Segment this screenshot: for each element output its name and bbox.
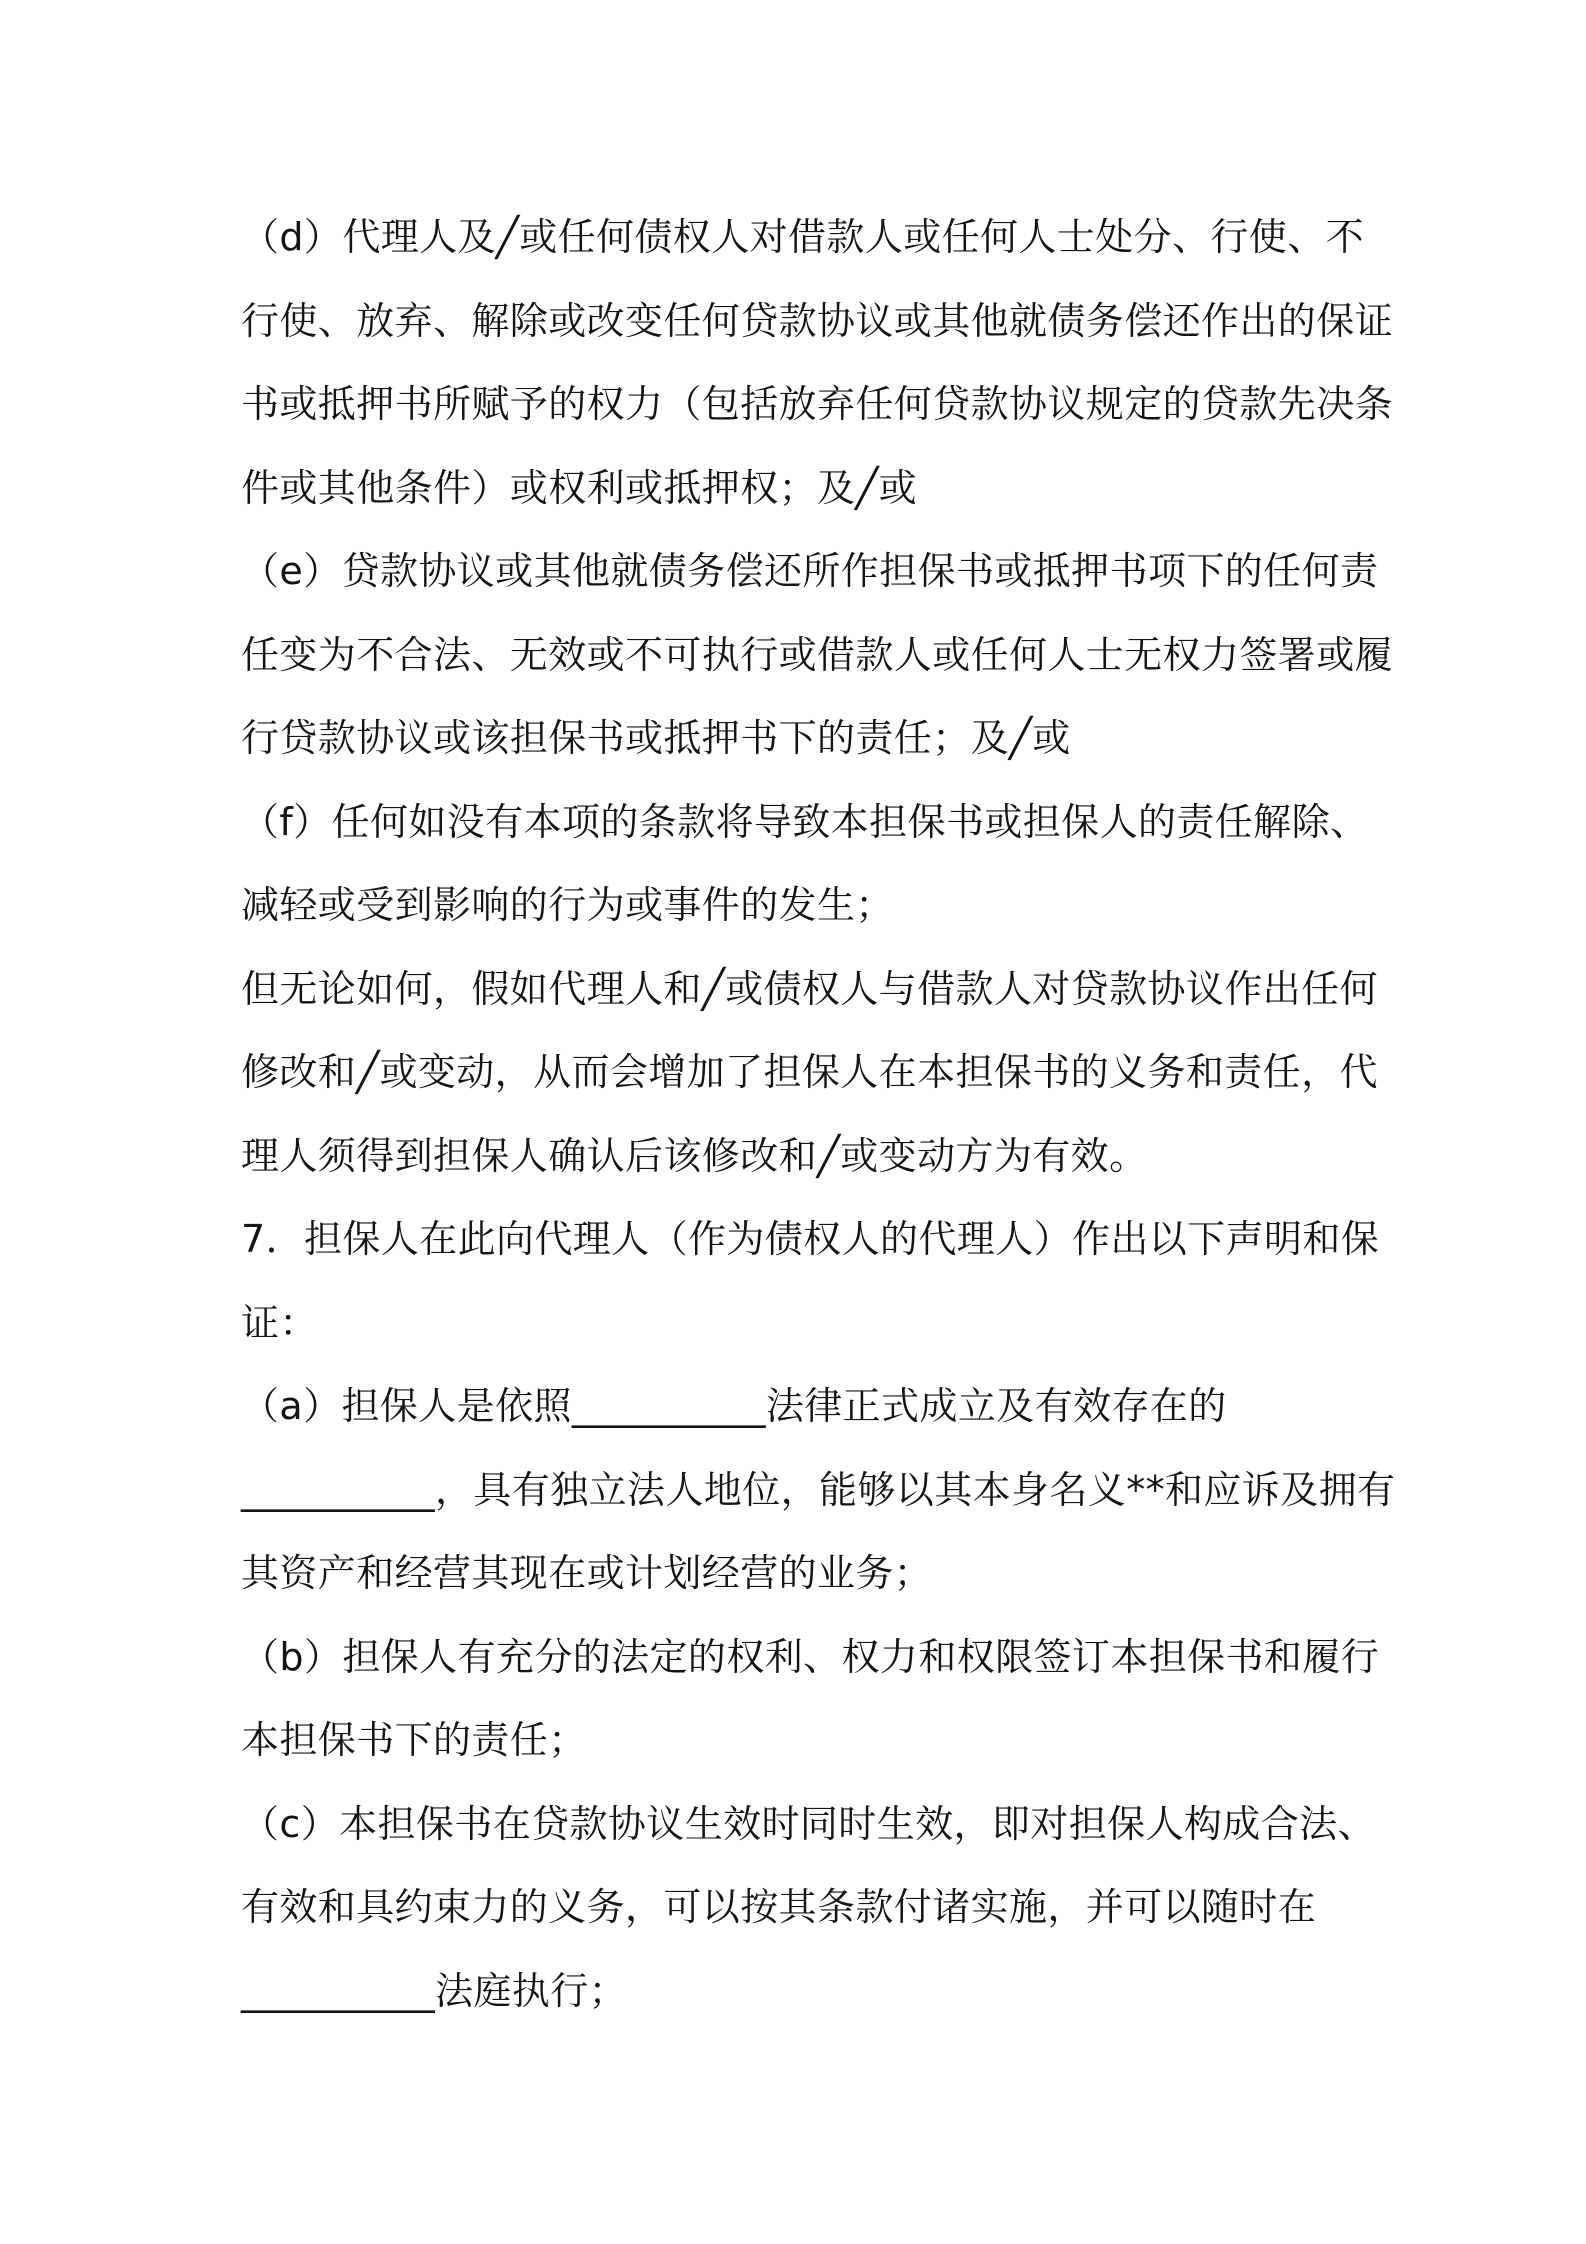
text-line: 任变为不合法、无效或不可执行或借款人或任何人士无权力签署或履 xyxy=(241,632,1394,677)
document-body xyxy=(241,196,1396,2033)
text-line: 行贷款协议或该担保书或抵押书下的责任；及╱或 xyxy=(241,716,1071,760)
text-line: 理人须得到担保人确认后该修改和╱或变动方为有效。 xyxy=(241,1133,1148,1178)
text-line: （a）担保人是依照__________法律正式成立及有效存在的 xyxy=(241,1384,1227,1428)
text-line: 书或抵押书所赋予的权力（包括放弃任何贷款协议规定的贷款先决条 xyxy=(241,382,1394,426)
text-line: （b）担保人有充分的法定的权利、权力和权限签订本担保书和履行 xyxy=(241,1634,1380,1679)
text-line: 有效和具约束力的义务，可以按其条款付诸实施，并可以随时在 xyxy=(241,1885,1317,1929)
text-line: 修改和╱或变动，从而会增加了担保人在本担保书的义务和责任，代 xyxy=(241,1050,1378,1094)
text-line: （c）本担保书在贷款协议生效时同时生效，即对担保人构成合法、 xyxy=(241,1801,1376,1846)
text-line: 证： xyxy=(241,1300,318,1345)
text-line: 其资产和经营其现在或计划经营的业务； xyxy=(241,1551,933,1595)
text-line: 行使、放弃、解除或改变任何贷款协议或其他就债务偿还作出的保证 xyxy=(241,298,1394,343)
text-line: （f）任何如没有本项的条款将导致本担保书或担保人的责任解除、 xyxy=(241,799,1369,844)
text-line: （e）贷款协议或其他就债务偿还所作担保书或抵押书项下的任何责 xyxy=(241,549,1379,593)
text-line: __________法庭执行； xyxy=(241,1968,628,2013)
text-line: 但无论如何，假如代理人和╱或债权人与借款人对贷款协议作出任何 xyxy=(241,966,1378,1011)
text-line: 7．担保人在此向代理人（作为债权人的代理人）作出以下声明和保 xyxy=(241,1217,1380,1261)
text-line: （d）代理人及╱或任何债权人对借款人或任何人士处分、行使、不 xyxy=(241,215,1365,259)
text-line: 减轻或受到影响的行为或事件的发生； xyxy=(241,883,894,927)
text-line: __________，具有独立法人地位，能够以其本身名义**和应诉及拥有 xyxy=(241,1467,1396,1512)
text-line: 件或其他条件）或权利或抵押权；及╱或 xyxy=(241,465,918,510)
text-line: 本担保书下的责任； xyxy=(241,1718,587,1762)
